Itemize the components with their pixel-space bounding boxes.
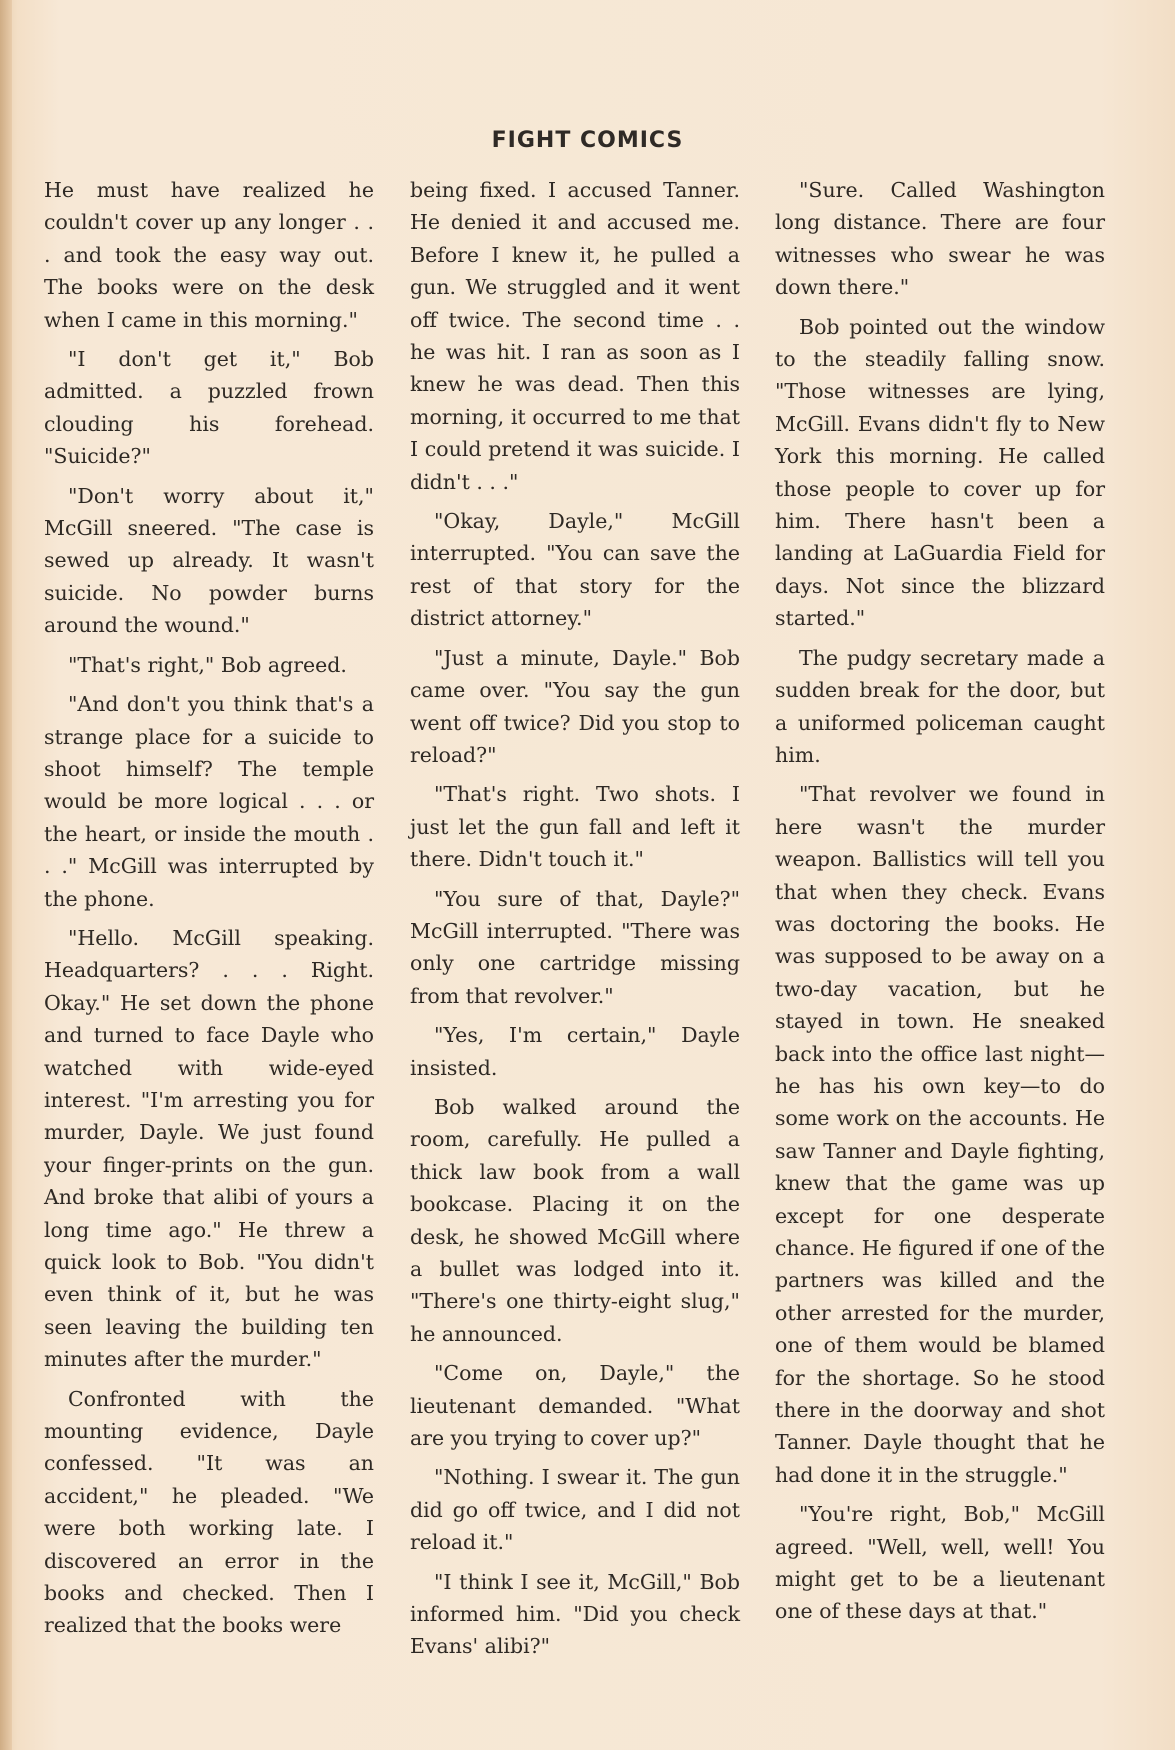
paragraph: "That revolver we found in here wasn't the murder weapon. Ballistics will tell you that when they check. Evans was doctoring the books. He was supposed to be away on a two-day vacation, but he stayed in town. He sneaked back into the office last night—he has his own key—to do some work on the accounts. He saw Tanner and Dayle fighting, knew that the game was up except for one desperate chance. He figured if one of the partners was killed and the other arrested for the murder, one of them would be blamed for the shortage. So he stood there in the doorway and shot Tanner. Dayle thought that he had done it in the struggle.": [775, 782, 1105, 1487]
paragraph: "Yes, I'm certain," Dayle insisted.: [410, 1023, 740, 1080]
paragraph: "That's right. Two shots. I just let the gun fall and left it there. Didn't touch it.": [410, 782, 740, 872]
paragraph: "Hello. McGill speaking. Headquarters? . . . Right. Okay." He set down the phone and turned to face Dayle who watched with wide-eyed interest. "I'm arresting you for murder, Dayle. We just found your finger-prints on the gun. And broke that alibi of yours a long time ago." He threw a quick look to Bob. "You didn't even think of it, but he was seen leaving the building ten minutes after the murder.": [44, 925, 374, 1372]
paragraph: "You're right, Bob," McGill agreed. "Well, well, well! You might get to be a lieutenant one of these days at that.": [775, 1502, 1105, 1624]
paragraph: "Okay, Dayle," McGill interrupted. "You can save the rest of that story for the district attorney.": [410, 509, 740, 631]
paragraph: "Sure. Called Washington long distance. There are four witnesses who swear he was down there.": [775, 178, 1105, 300]
text-column-2: [410, 174, 740, 1670]
paragraph: Confronted with the mounting evidence, Dayle confessed. "It was an accident," he pleaded. "We were both working late. I discovered an error in the books and checked. Then I realized that the books were: [44, 1386, 374, 1638]
paragraph: "You sure of that, Dayle?" McGill interrupted. "There was only one cartridge missing from that revolver.": [410, 886, 740, 1008]
paragraph: He must have realized he couldn't cover up any longer . . . and took the easy way out. The books were on the desk when I came in this morning.": [44, 178, 374, 332]
page-header-title: FIGHT COMICS: [491, 128, 684, 153]
paragraph: Bob walked around the room, carefully. He pulled a thick law book from a wall bookcase. Placing it on the desk, he showed McGill where a bullet was lodged into it. "There's one thirty-eight slug," he announced.: [410, 1094, 740, 1346]
paragraph: "Nothing. I swear it. The gun did go off twice, and I did not reload it.": [410, 1465, 740, 1555]
text-column-1: [44, 174, 374, 1649]
paragraph: The pudgy secretary made a sudden break for the door, but a uniformed policeman caught him.: [775, 645, 1105, 767]
paragraph: "Don't worry about it," McGill sneered. "The case is sewed up already. It wasn't suicide. No powder burns around the wound.": [44, 483, 374, 638]
paragraph: "Just a minute, Dayle." Bob came over. "You say the gun went off twice? Did you stop to reload?": [410, 645, 740, 767]
paragraph: "And don't you think that's a strange place for a suicide to shoot himself? The temple would be more logical . . . or the heart, or inside the mouth . . ." McGill was interrupted by the phone.: [44, 692, 374, 911]
paragraph: "I think I see it, McGill," Bob informed him. "Did you check Evans' alibi?": [410, 1569, 740, 1659]
paragraph: "I don't get it," Bob admitted. a puzzled frown clouding his forehead. "Suicide?": [44, 347, 374, 469]
paragraph: Bob pointed out the window to the steadily falling snow. "Those witnesses are lying, McGill. Evans didn't fly to New York this morning. He called those people to cover up for him. There hasn't been a landing at LaGuardia Field for days. Not since the blizzard started.": [775, 314, 1105, 631]
paragraph: being fixed. I accused Tanner. He denied it and accused me. Before I knew it, he pulled a gun. We struggled and it went off twice. The second time . . he was hit. I ran as soon as I knew he was dead. Then this morning, it occurred to me that I could pretend it was suicide. I didn't . . .": [410, 178, 740, 494]
page-binding-edge: [0, 0, 12, 1750]
paragraph: "That's right," Bob agreed.: [68, 652, 347, 677]
paragraph: "Come on, Dayle," the lieutenant demanded. "What are you trying to cover up?": [410, 1361, 740, 1451]
text-column-3: [775, 174, 1105, 1635]
